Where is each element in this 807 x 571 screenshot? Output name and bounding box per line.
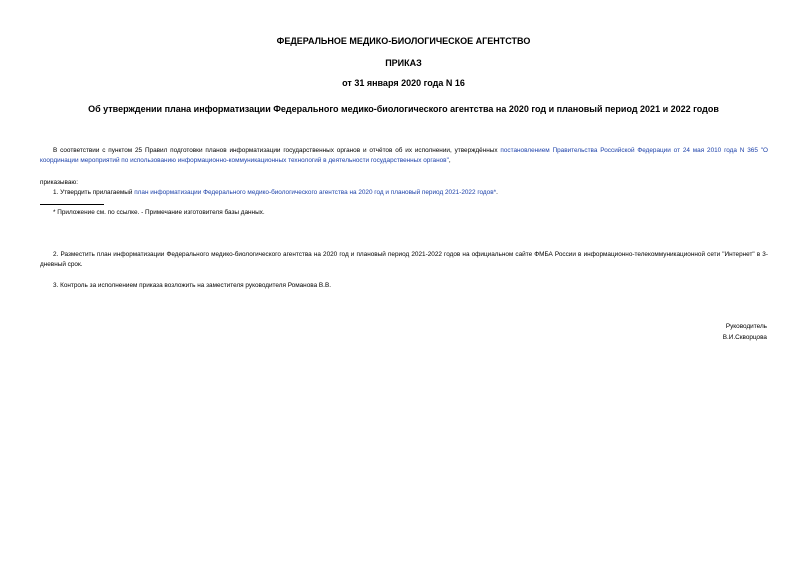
item-1 — [53, 188, 498, 198]
document-type-heading: ПРИКАЗ — [385, 58, 422, 68]
government-decree-link[interactable]: постановлением Правительства Российской Федерации от 24 мая 2010 года N 365 "О координации мероприятий по использованию информационно-коммуникационных технологий в деятельности государственных органов" — [40, 147, 768, 164]
item-1-text: 1. Утвердить прилагаемый — [53, 189, 135, 196]
preamble-paragraph — [40, 146, 768, 166]
agency-heading: ФЕДЕРАЛЬНОЕ МЕДИКО-БИОЛОГИЧЕСКОЕ АГЕНТСТВО — [276, 36, 531, 46]
document-title: Об утверждении плана информатизации Федерального медико-биологического агентства на 2020 год и плановый период 2021 и 2022 годов — [88, 104, 719, 114]
signature-role: Руководитель — [725, 323, 767, 330]
item-1-end: . — [496, 189, 498, 196]
preamble-text: В соответствии с пунктом 25 Правил подготовки планов информатизации государственных органов и отчётов об их исполнении, утверждённых — [53, 147, 501, 154]
item-3: 3. Контроль за исполнением приказа возложить на заместителя руководителя Романова В.В. — [53, 282, 331, 289]
ordered-line: приказываю: — [40, 179, 78, 186]
date-number-heading: от 31 января 2020 года N 16 — [342, 78, 465, 88]
footnote-divider — [40, 204, 104, 205]
informatization-plan-link[interactable]: план информатизации Федерального медико-биологического агентства на 2020 год и плановый период 2021-2022 годов* — [134, 189, 497, 196]
preamble-end: , — [448, 157, 451, 164]
item-2: 2. Разместить план информатизации Федерального медико-биологического агентства на 2020 год и плановый период 2021-2022 годов на официальном сайте ФМБА России в информационно-телекоммуникационной сети "Интернет" в 3-дневный срок. — [40, 251, 768, 268]
footnote: * Приложение см. по ссылке. - Примечание изготовителя базы данных. — [53, 209, 265, 216]
signature-name: В.И.Скворцова — [722, 334, 767, 341]
